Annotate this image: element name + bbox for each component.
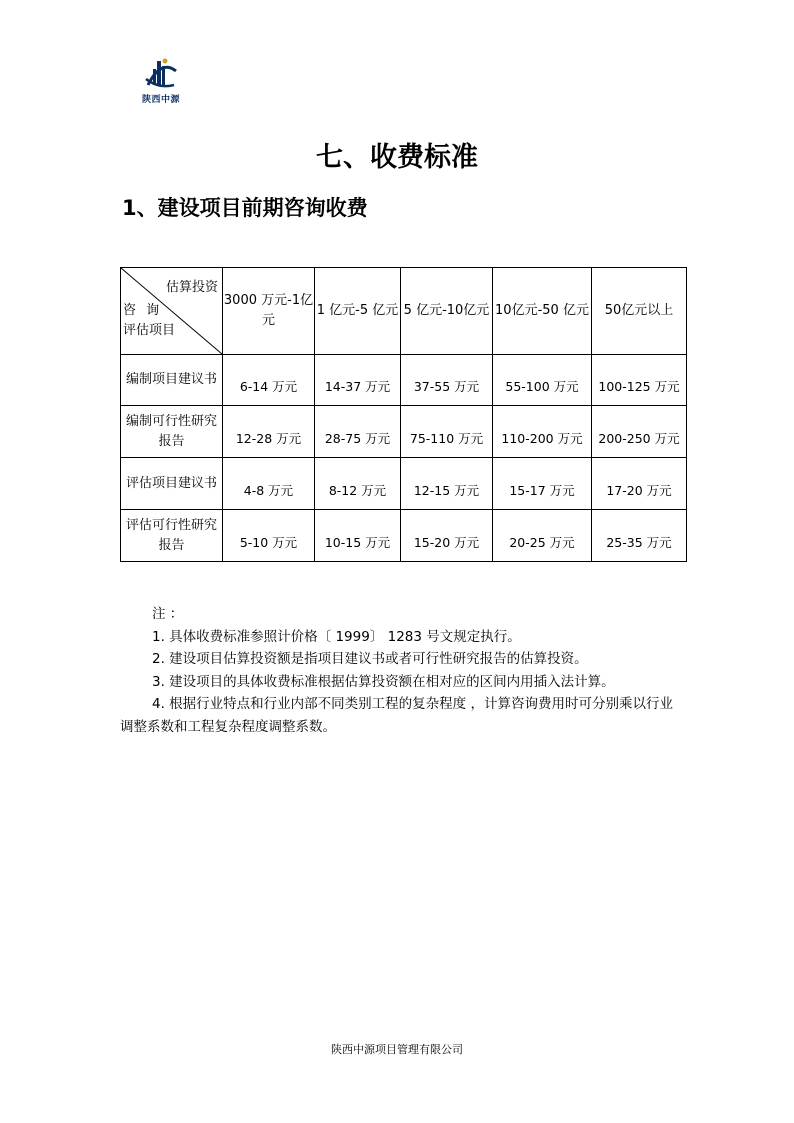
table-cell: 20-25 万元 <box>493 510 592 562</box>
note-item: 1. 具体收费标准参照计价格〔 1999〕 1283 号文规定执行。 <box>152 628 521 645</box>
column-header: 10亿元-50 亿元 <box>493 268 592 355</box>
note-item: 2. 建设项目估算投资额是指项目建议书或者可行性研究报告的估算投资。 <box>152 651 588 667</box>
note-item: 3. 建设项目的具体收费标准根据估算投资额在相对应的区间内用插入法计算。 <box>152 673 615 690</box>
section-heading: 1、建设项目前期咨询收费 <box>122 196 368 220</box>
table-cell: 200-250 万元 <box>592 406 687 458</box>
column-header: 3000 万元-1亿元 <box>223 268 315 355</box>
corner-label-consult: 咨 询 <box>123 303 163 318</box>
table-cell: 4-8 万元 <box>223 458 315 510</box>
building-logo-icon <box>132 55 190 95</box>
table-cell: 15-17 万元 <box>493 458 592 510</box>
table-row <box>121 355 687 406</box>
table-cell: 15-20 万元 <box>401 510 493 562</box>
page-title: 七、收费标准 <box>316 142 478 173</box>
table-cell: 6-14 万元 <box>223 355 315 406</box>
fee-table <box>120 267 687 562</box>
table-cell: 37-55 万元 <box>401 355 493 406</box>
table-cell: 28-75 万元 <box>315 406 401 458</box>
corner-label-evaluate: 评估项目 <box>123 323 176 338</box>
table-cell: 110-200 万元 <box>493 406 592 458</box>
row-label: 编制项目建议书 <box>121 355 223 406</box>
row-label: 评估项目建议书 <box>121 458 223 510</box>
table-cell: 75-110 万元 <box>401 406 493 458</box>
table-row <box>121 406 687 458</box>
table-cell: 12-28 万元 <box>223 406 315 458</box>
table-cell: 12-15 万元 <box>401 458 493 510</box>
column-header: 50亿元以上 <box>592 268 687 355</box>
row-label: 评估可行性研究报告 <box>121 510 223 562</box>
table-row <box>121 510 687 562</box>
table-cell: 5-10 万元 <box>223 510 315 562</box>
table-row <box>121 458 687 510</box>
column-header: 5 亿元-10亿元 <box>401 268 493 355</box>
table-cell: 10-15 万元 <box>315 510 401 562</box>
notes-section <box>120 603 686 738</box>
table-cell: 100-125 万元 <box>592 355 687 406</box>
table-cell: 17-20 万元 <box>592 458 687 510</box>
column-header: 1 亿元-5 亿元 <box>315 268 401 355</box>
table-header-row <box>121 268 687 355</box>
corner-label-investment: 估算投资 <box>165 280 218 295</box>
company-logo <box>132 55 190 115</box>
table-corner-cell <box>121 268 223 355</box>
logo-text: 陕西中源 <box>141 95 180 105</box>
page-footer: 陕西中源项目管理有限公司 <box>331 1043 463 1056</box>
note-item: 4. 根据行业特点和行业内部不同类别工程的复杂程度 ，计算咨询费用时可分别乘以行业 调整系数和工程复杂程度调整系数。 <box>120 696 673 735</box>
table-cell: 8-12 万元 <box>315 458 401 510</box>
table-cell: 14-37 万元 <box>315 355 401 406</box>
table-cell: 25-35 万元 <box>592 510 687 562</box>
row-label: 编制可行性研究报告 <box>121 406 223 458</box>
table-cell: 55-100 万元 <box>493 355 592 406</box>
notes-heading: 注 ： <box>152 606 184 622</box>
